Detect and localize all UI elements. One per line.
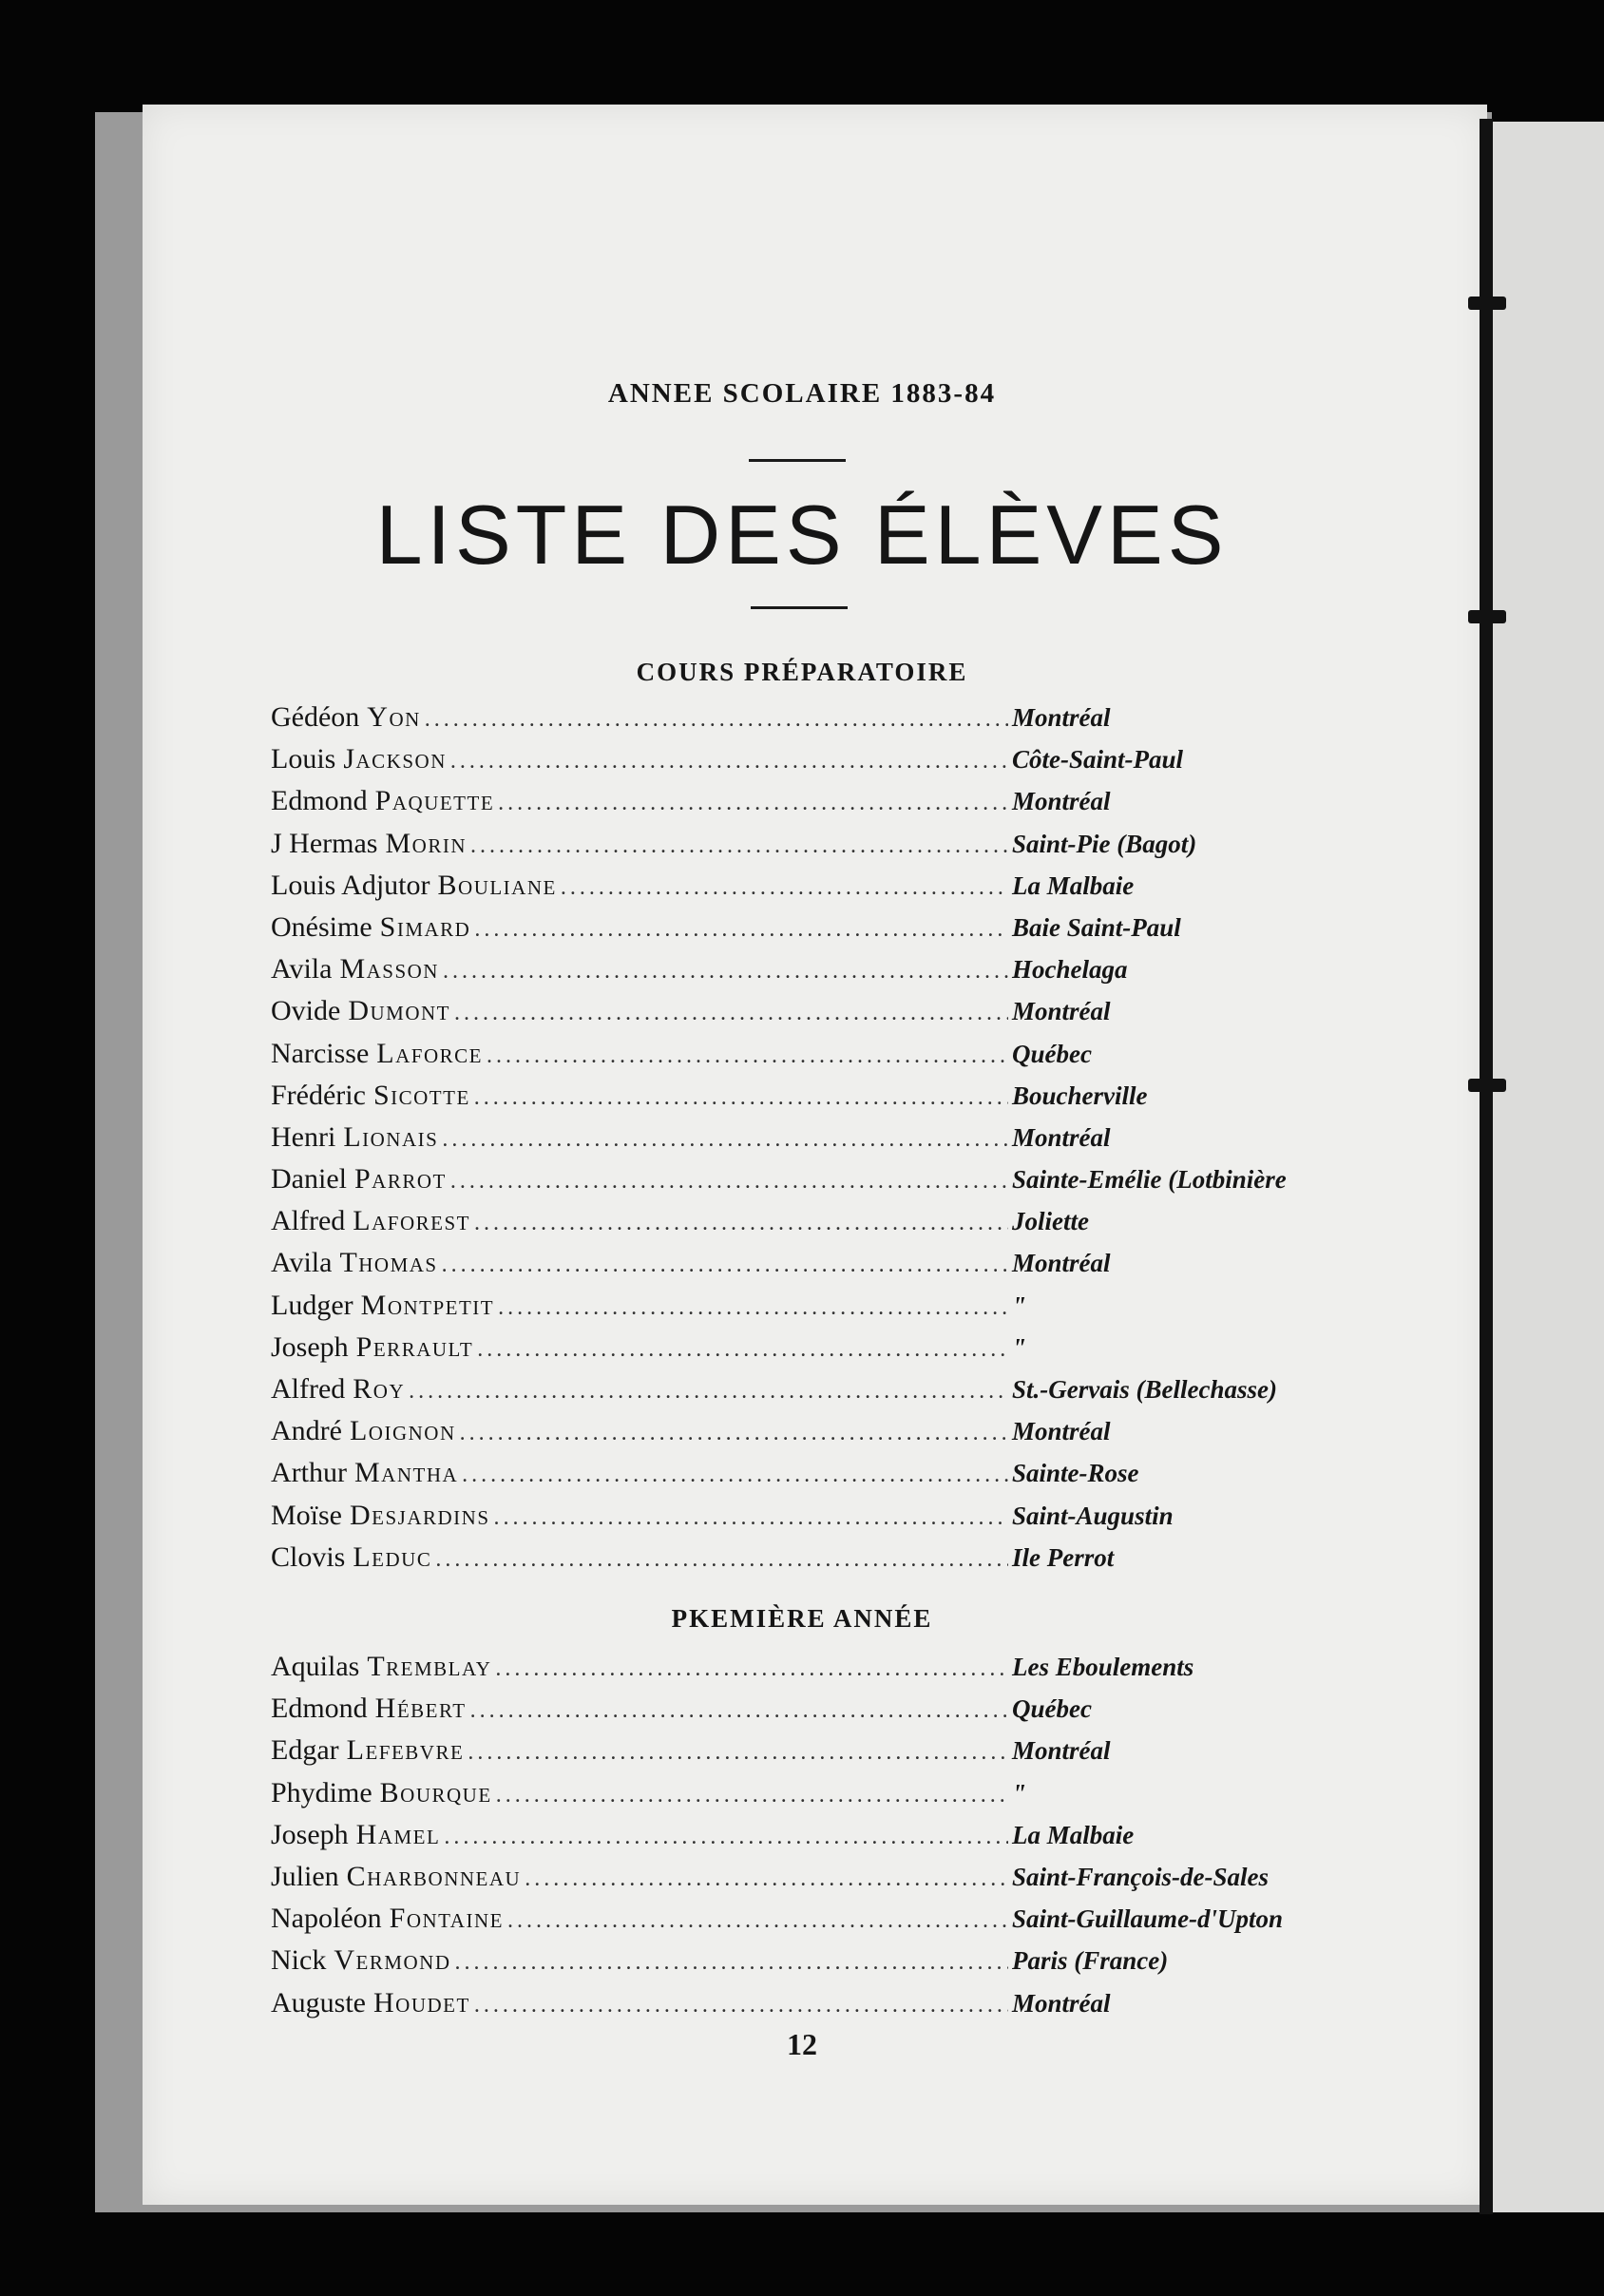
- list-item: [271, 743, 1326, 785]
- student-hometown: Saint-Guillaume-d'Upton: [1012, 1904, 1284, 1934]
- student-first-name: Alfred: [271, 1373, 346, 1405]
- student-hometown: Québec: [1012, 1039, 1092, 1068]
- section-heading-first-year: PKEMIÈRE ANNÉE: [671, 1604, 933, 1633]
- student-list-preparatory: [271, 701, 1326, 1583]
- student-last-name: Desjardins: [350, 1499, 490, 1531]
- student-first-name: André: [271, 1415, 342, 1447]
- student-last-name: Hébert: [374, 1693, 467, 1725]
- list-item: [271, 1163, 1326, 1205]
- student-first-name: Clovis: [271, 1540, 346, 1573]
- list-item: [271, 1205, 1326, 1247]
- student-first-name: Ludger: [271, 1289, 353, 1321]
- student-last-name: Jackson: [343, 743, 447, 775]
- student-hometown: Montréal: [1012, 703, 1111, 732]
- student-hometown: St.-Gervais (Bellechasse): [1012, 1375, 1277, 1404]
- title-rule-bottom: [751, 606, 848, 609]
- leader-dots: [450, 1169, 1008, 1195]
- list-item: [271, 1693, 1326, 1734]
- student-hometown: Montréal: [1012, 1417, 1111, 1446]
- student-first-name: Ovide: [271, 995, 341, 1027]
- student-hometown: Saint-François-de-Sales: [1012, 1862, 1270, 1891]
- student-first-name: Aquilas: [271, 1651, 360, 1682]
- student-first-name: Louis: [271, 743, 336, 775]
- list-item: [271, 1777, 1326, 1819]
- student-first-name: Henri: [271, 1120, 336, 1153]
- page-number: 12: [787, 2027, 817, 2061]
- list-item: [271, 1987, 1326, 2029]
- student-hometown: Côte-Saint-Paul: [1012, 745, 1184, 775]
- leader-dots: [561, 875, 1008, 901]
- student-last-name: Masson: [339, 953, 439, 985]
- student-first-name: Julien: [271, 1860, 339, 1892]
- student-last-name: Lefebvre: [346, 1734, 465, 1767]
- student-last-name: Montpetit: [360, 1289, 495, 1321]
- student-first-name: Edgar: [271, 1734, 339, 1767]
- student-hometown: Joliette: [1012, 1207, 1089, 1236]
- student-first-name: Nick: [271, 1944, 327, 1977]
- list-item: [271, 1121, 1326, 1163]
- page-title: LISTE DES ÉLÈVES: [375, 488, 1229, 582]
- student-first-name: Narcisse: [271, 1037, 370, 1069]
- student-last-name: Yon: [367, 701, 421, 733]
- student-first-name: Phydime: [271, 1776, 372, 1808]
- list-item: [271, 1819, 1326, 1861]
- student-last-name: Bourque: [379, 1776, 492, 1808]
- binding-stitch: [1468, 610, 1506, 623]
- student-hometown: ": [1012, 1332, 1026, 1362]
- list-item: [271, 1331, 1326, 1373]
- leader-dots: [462, 1463, 1008, 1488]
- student-first-name: Daniel: [271, 1163, 347, 1196]
- student-last-name: Paquette: [374, 785, 495, 817]
- student-hometown: Québec: [1012, 1694, 1092, 1724]
- school-year-heading: ANNEE SCOLAIRE 1883-84: [607, 378, 997, 409]
- student-hometown: Sainte-Emélie (Lotbinière: [1012, 1165, 1287, 1195]
- list-item: [271, 785, 1326, 827]
- student-hometown: La Malbaie: [1012, 871, 1135, 900]
- student-last-name: Sicotte: [372, 1079, 470, 1111]
- student-hometown: Montréal: [1012, 1736, 1111, 1766]
- student-last-name: Loignon: [349, 1415, 456, 1447]
- binding-spine: [1480, 119, 1493, 2214]
- student-last-name: Bouliane: [437, 869, 557, 901]
- leader-dots: [470, 833, 1008, 859]
- leader-dots: [442, 1253, 1008, 1278]
- leader-dots: [454, 1001, 1008, 1026]
- student-hometown: Les Eboulements: [1012, 1653, 1194, 1681]
- student-last-name: Leduc: [353, 1540, 432, 1573]
- leader-dots: [477, 1337, 1008, 1363]
- leader-dots: [442, 1127, 1008, 1153]
- student-hometown: Montréal: [1012, 787, 1111, 816]
- list-item: [271, 1080, 1326, 1121]
- student-hometown: La Malbaie: [1012, 1820, 1135, 1849]
- student-last-name: Thomas: [339, 1247, 438, 1279]
- student-hometown: Montréal: [1012, 1988, 1111, 2018]
- student-last-name: Laforest: [353, 1205, 470, 1237]
- student-first-name: Napoléon: [271, 1903, 382, 1935]
- leader-dots: [494, 1505, 1008, 1531]
- title-rule-top: [749, 459, 846, 462]
- leader-dots: [498, 1295, 1008, 1321]
- leader-dots: [444, 1825, 1008, 1850]
- list-item: [271, 1734, 1326, 1776]
- binding-stitch: [1468, 1079, 1506, 1092]
- student-last-name: Fontaine: [389, 1903, 504, 1935]
- list-item: [271, 995, 1326, 1037]
- leader-dots: [455, 1950, 1009, 1976]
- student-first-name: Avila: [271, 1247, 333, 1279]
- binding-stitch: [1468, 297, 1506, 310]
- student-last-name: Perrault: [355, 1330, 474, 1363]
- leader-dots: [460, 1421, 1008, 1446]
- list-item: [271, 1373, 1326, 1415]
- student-last-name: Roy: [353, 1373, 406, 1405]
- student-hometown: Saint-Pie (Bagot): [1012, 829, 1197, 858]
- list-item: [271, 953, 1326, 995]
- student-last-name: Hamel: [355, 1818, 441, 1850]
- student-hometown: Ile Perrot: [1012, 1542, 1115, 1572]
- list-item: [271, 1651, 1326, 1693]
- student-first-name: Onésime: [271, 910, 372, 943]
- list-item: [271, 1290, 1326, 1331]
- student-first-name: Avila: [271, 953, 333, 985]
- list-item: [271, 1247, 1326, 1289]
- student-last-name: Houdet: [373, 1986, 470, 2019]
- student-first-name: Edmond: [271, 1693, 368, 1725]
- list-item: [271, 1457, 1326, 1499]
- student-last-name: Charbonneau: [346, 1860, 522, 1892]
- leader-dots: [435, 1547, 1008, 1573]
- list-item: [271, 701, 1326, 743]
- student-hometown: Montréal: [1012, 997, 1111, 1026]
- student-first-name: Moïse: [271, 1499, 342, 1531]
- student-first-name: Joseph: [271, 1330, 349, 1363]
- student-first-name: Arthur: [271, 1457, 347, 1489]
- student-last-name: Tremblay: [367, 1651, 492, 1682]
- leader-dots: [495, 1656, 1008, 1682]
- student-first-name: Joseph: [271, 1818, 349, 1850]
- student-hometown: Sainte-Rose: [1012, 1459, 1139, 1488]
- leader-dots: [474, 1085, 1008, 1111]
- student-first-name: Louis Adjutor: [271, 869, 430, 901]
- leader-dots: [470, 1698, 1008, 1724]
- list-item: [271, 1500, 1326, 1541]
- student-first-name: Gédéon: [271, 701, 360, 733]
- leader-dots: [496, 1783, 1008, 1808]
- student-hometown: Paris (France): [1012, 1946, 1169, 1976]
- student-last-name: Lionais: [343, 1120, 439, 1153]
- student-first-name: Frédéric: [271, 1079, 366, 1111]
- student-list-first-year: [271, 1651, 1326, 2029]
- leader-dots: [468, 1740, 1008, 1766]
- student-hometown: Saint-Augustin: [1012, 1501, 1174, 1530]
- list-item: [271, 1861, 1326, 1903]
- student-hometown: Boucherville: [1012, 1081, 1148, 1110]
- list-item: [271, 1944, 1326, 1986]
- leader-dots: [450, 749, 1008, 775]
- student-last-name: Simard: [379, 910, 471, 943]
- student-last-name: Laforce: [376, 1037, 483, 1069]
- student-last-name: Morin: [385, 827, 467, 859]
- list-item: [271, 870, 1326, 911]
- leader-dots: [409, 1379, 1008, 1405]
- student-first-name: Auguste: [271, 1986, 366, 2019]
- student-first-name: Alfred: [271, 1205, 346, 1237]
- leader-dots: [498, 791, 1008, 816]
- leader-dots: [474, 917, 1008, 943]
- leader-dots: [474, 1993, 1008, 2019]
- student-first-name: J Hermas: [271, 827, 378, 859]
- student-last-name: Dumont: [348, 995, 450, 1027]
- list-item: [271, 1541, 1326, 1583]
- list-item: [271, 911, 1326, 953]
- student-hometown: ": [1012, 1291, 1026, 1320]
- list-item: [271, 1415, 1326, 1457]
- student-hometown: Montréal: [1012, 1249, 1111, 1278]
- list-item: [271, 1038, 1326, 1080]
- student-last-name: Vermond: [334, 1944, 451, 1977]
- student-hometown: Montréal: [1012, 1122, 1111, 1152]
- student-hometown: Hochelaga: [1012, 955, 1128, 985]
- student-last-name: Parrot: [353, 1163, 447, 1196]
- list-item: [271, 828, 1326, 870]
- facing-page-edge: [1492, 122, 1604, 2212]
- list-item: [271, 1903, 1326, 1944]
- leader-dots: [474, 1211, 1008, 1236]
- leader-dots: [487, 1043, 1008, 1069]
- student-hometown: Baie Saint-Paul: [1012, 912, 1181, 942]
- student-first-name: Edmond: [271, 785, 368, 817]
- leader-dots: [425, 707, 1008, 733]
- leader-dots: [443, 959, 1008, 985]
- leader-dots: [525, 1866, 1008, 1892]
- student-hometown: ": [1012, 1778, 1026, 1808]
- student-last-name: Mantha: [353, 1457, 459, 1489]
- section-heading-preparatory: COURS PRÉPARATOIRE: [636, 658, 968, 686]
- leader-dots: [507, 1908, 1008, 1934]
